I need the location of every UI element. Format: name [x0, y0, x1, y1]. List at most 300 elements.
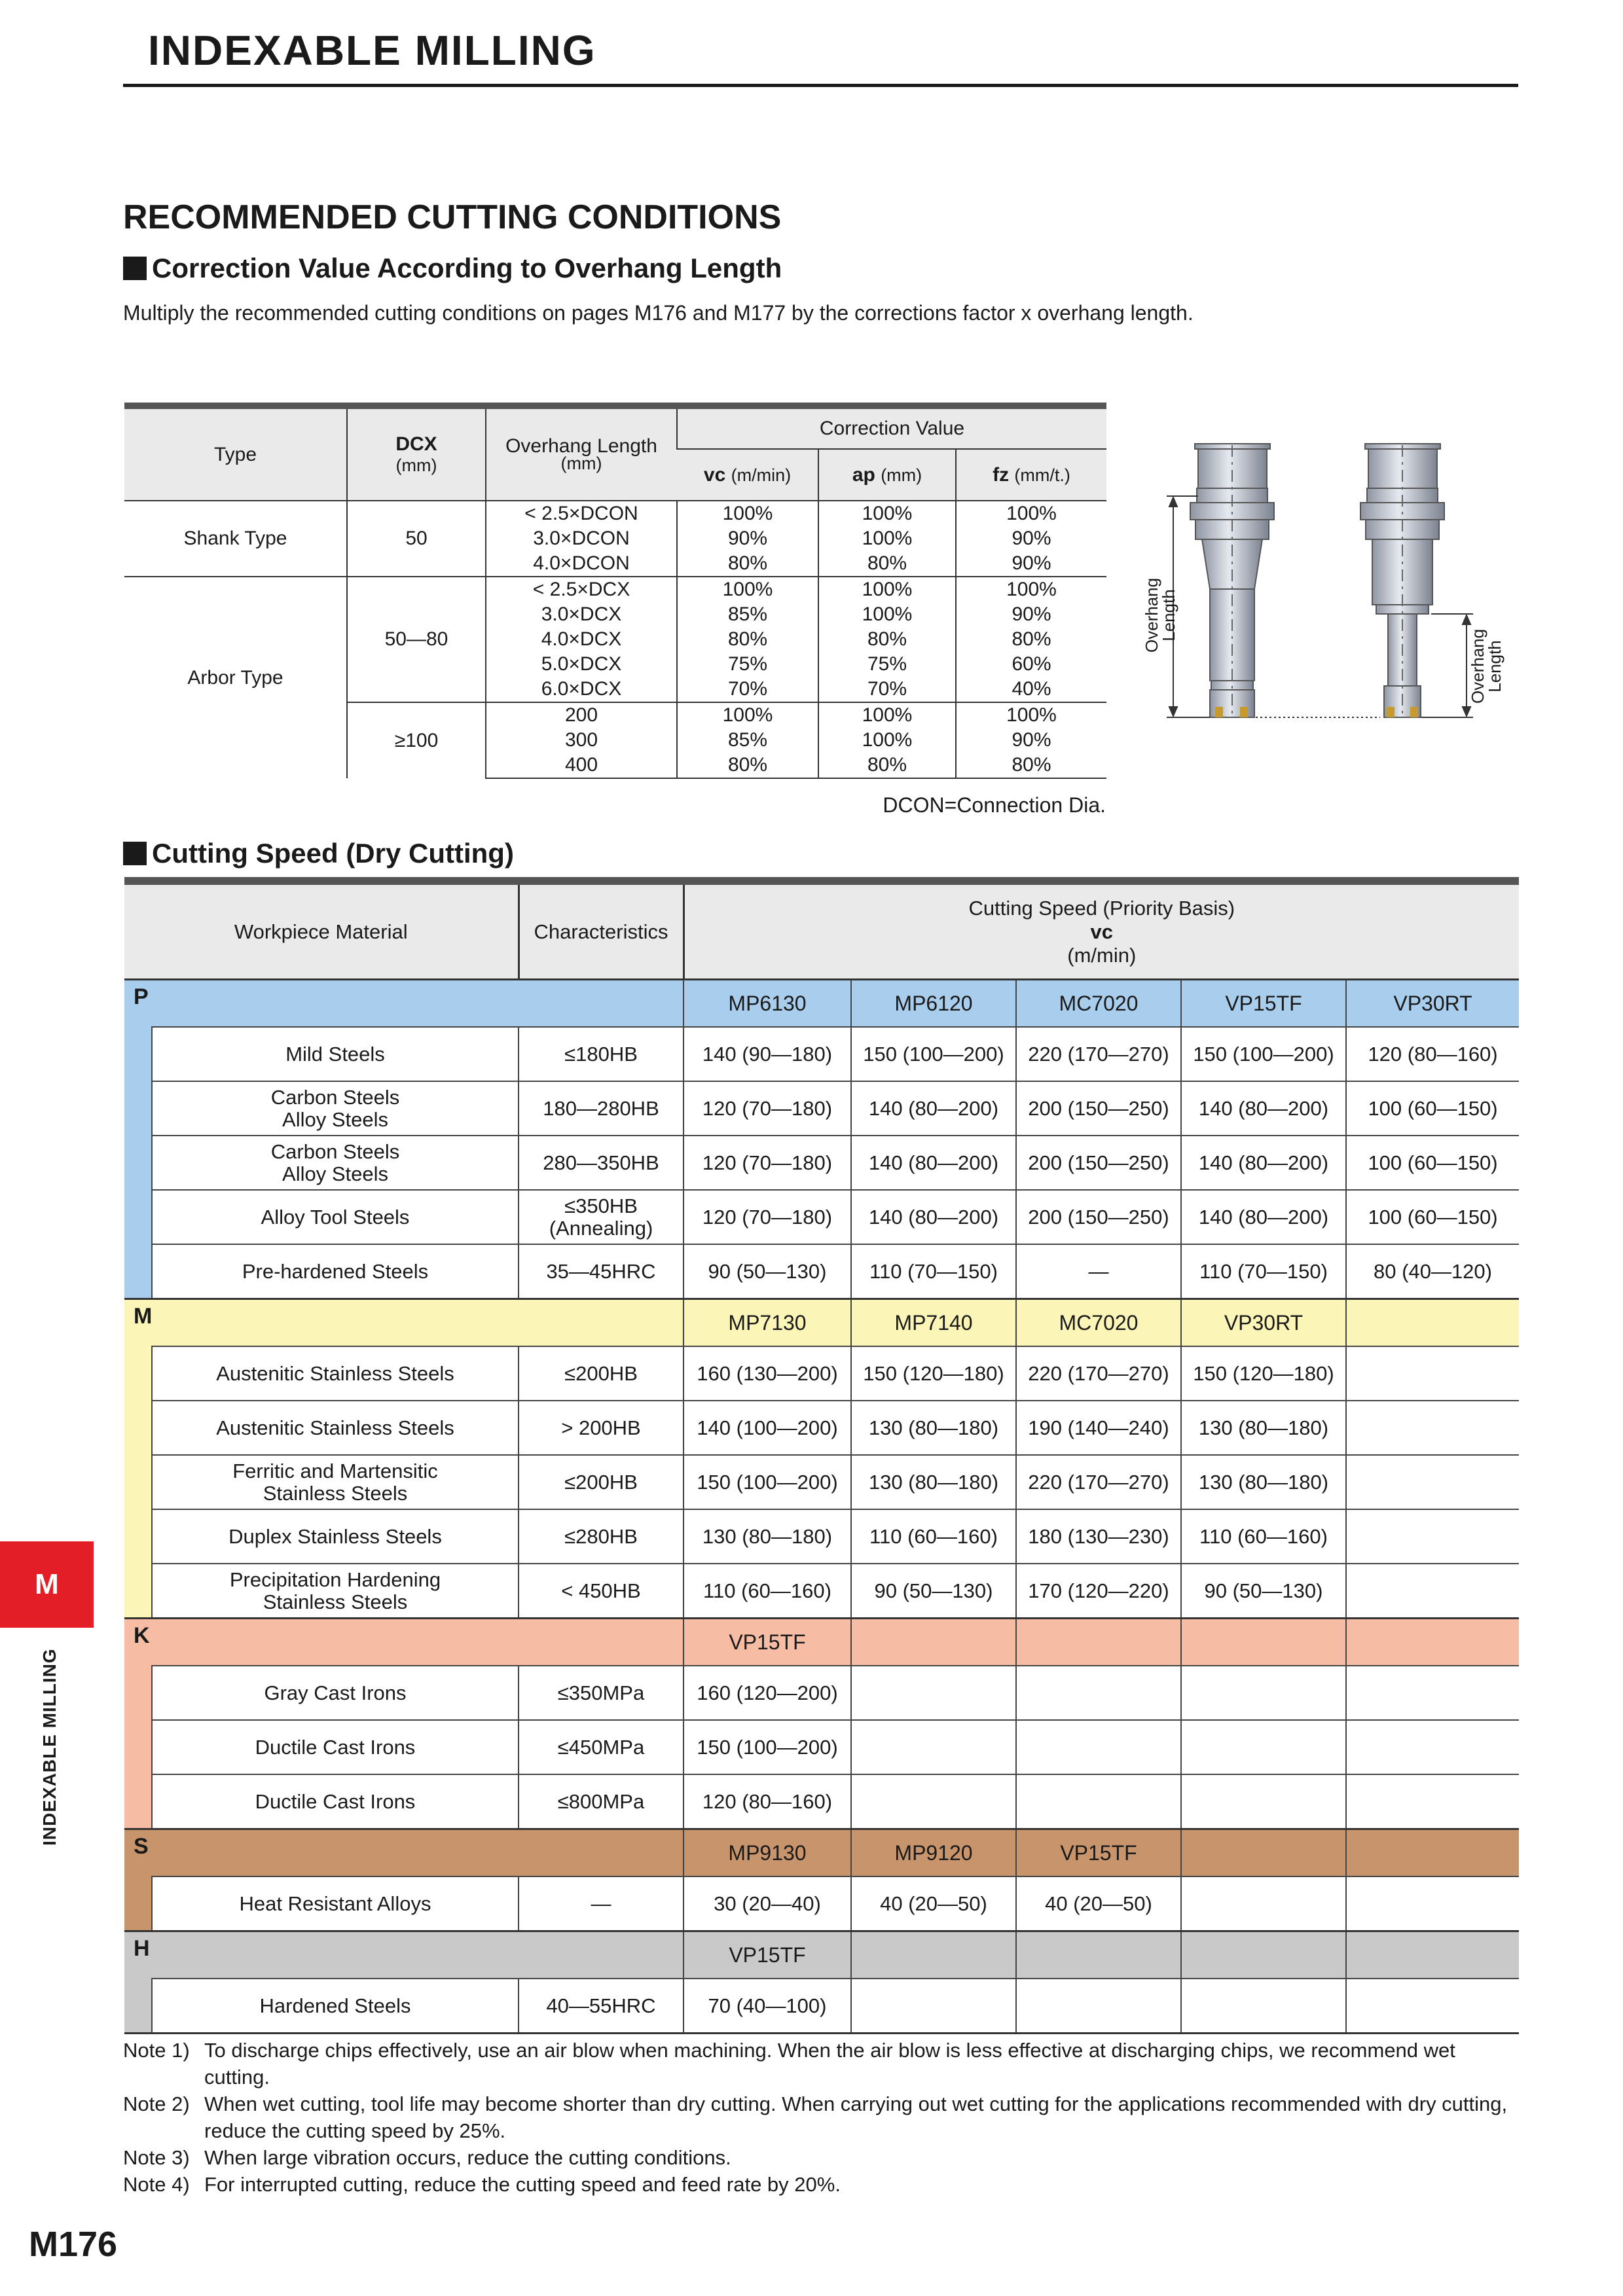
cutting-speed-value: 140 (80—200)	[1181, 1081, 1346, 1136]
cutting-speed-value: 90 (50—130)	[1181, 1564, 1346, 1619]
characteristics-line: > 200HB	[561, 1416, 641, 1439]
cutting-speed-value	[1016, 1979, 1181, 2034]
cutting-speed-value	[851, 1720, 1016, 1774]
header-rule	[123, 84, 1518, 87]
shank-cutter-insert-icon	[1240, 707, 1248, 717]
table-row	[124, 1564, 1519, 1619]
cutting-speed-value: 120 (80—160)	[1346, 1027, 1519, 1081]
note-label: Note 1)	[123, 2039, 190, 2062]
grade-label: MP9130	[684, 1829, 851, 1877]
workpiece-material	[152, 1190, 519, 1244]
cutting-speed-value: 110 (70—150)	[851, 1244, 1016, 1299]
group-header-row	[124, 1829, 1519, 1877]
corr-len: < 2.5×DCX	[486, 577, 677, 602]
cutting-speed-value: 180 (130—230)	[1016, 1509, 1181, 1564]
corr-len: 3.0×DCX	[486, 602, 677, 627]
corr-len: 4.0×DCON	[486, 551, 677, 577]
corr-ap: 100%	[818, 728, 956, 753]
corr-ap: 70%	[818, 677, 956, 702]
cutting-speed-value: 170 (120—220)	[1016, 1564, 1181, 1619]
cutting-speed-value	[1181, 1979, 1346, 2034]
cutting-speed-value	[1346, 1720, 1519, 1774]
corr-ap: 100%	[818, 702, 956, 728]
corr-header-dcx-text: DCX	[395, 433, 437, 455]
grade-label	[1346, 1829, 1519, 1877]
cutting-speed-value	[1181, 1774, 1346, 1829]
group-header-row	[124, 1619, 1519, 1666]
speed-header-cutting-speed	[684, 881, 1519, 980]
corr-vc: 85%	[677, 728, 818, 753]
table-row	[124, 501, 1106, 526]
corr-vc: 100%	[677, 501, 818, 526]
grade-label: MP6120	[851, 980, 1016, 1028]
characteristics	[519, 1136, 684, 1190]
material-line: Gray Cast Irons	[264, 1681, 407, 1704]
cutting-speed-value: 140 (80—200)	[1181, 1190, 1346, 1244]
cutting-speed-value	[1346, 1455, 1519, 1509]
subheading-speed	[123, 838, 514, 869]
grade-label: VP15TF	[684, 1619, 851, 1666]
material-line: Carbon Steels	[270, 1139, 400, 1163]
cutting-speed-value: —	[1016, 1244, 1181, 1299]
note-label: Note 2)	[123, 2092, 190, 2115]
cutting-speed-value	[1346, 1979, 1519, 2034]
corr-fz: 90%	[956, 728, 1106, 753]
characteristics-line: 180—280HB	[543, 1096, 659, 1120]
cutting-speed-value: 150 (100—200)	[684, 1455, 851, 1509]
overhang-label-left: OverhangLength	[1142, 577, 1178, 653]
corr-arbor-dcx2: ≥100	[347, 702, 486, 778]
corr-len: 5.0×DCX	[486, 652, 677, 677]
material-line: Duplex Stainless Steels	[228, 1524, 442, 1548]
material-line: Pre-hardened Steels	[242, 1259, 429, 1283]
corr-fz: 90%	[956, 551, 1106, 577]
note-item	[123, 2144, 1524, 2171]
group-color-strip	[124, 1027, 152, 1299]
corr-header-fz-text: fz	[993, 463, 1010, 486]
cutting-speed-value	[1181, 1720, 1346, 1774]
corr-header-type: Type	[124, 406, 347, 501]
cutting-speed-value: 120 (70—180)	[684, 1136, 851, 1190]
grade-label: VP30RT	[1181, 1299, 1346, 1347]
table-row	[124, 1876, 1519, 1931]
corr-header-overhang	[486, 406, 677, 501]
corr-ap: 100%	[818, 602, 956, 627]
tool-illustration	[1133, 425, 1525, 792]
corr-len: 6.0×DCX	[486, 677, 677, 702]
cutting-speed-value: 150 (100—200)	[684, 1720, 851, 1774]
cutting-speed-value: 140 (80—200)	[851, 1190, 1016, 1244]
subheading-speed-text: Cutting Speed (Dry Cutting)	[152, 838, 514, 869]
characteristics-line: (Annealing)	[549, 1216, 653, 1240]
workpiece-material	[152, 1564, 519, 1619]
cutting-speed-value: 160 (120—200)	[684, 1666, 851, 1720]
cutting-speed-value: 110 (70—150)	[1181, 1244, 1346, 1299]
corr-vc: 100%	[677, 577, 818, 602]
grade-label: MP6130	[684, 980, 851, 1028]
group-code: K	[124, 1619, 684, 1666]
grade-label	[1016, 1619, 1181, 1666]
note-text: For interrupted cutting, reduce the cutting speed and feed rate by 20%.	[204, 2173, 841, 2196]
overhang-dimension-right	[1421, 614, 1473, 717]
characteristics-line: ≤280HB	[564, 1524, 638, 1548]
section-title: RECOMMENDED CUTTING CONDITIONS	[123, 198, 782, 236]
table-row	[124, 1027, 1519, 1081]
corr-shank-label: Shank Type	[124, 501, 347, 577]
group-color-strip	[124, 1346, 152, 1619]
corr-arbor-label: Arbor Type	[124, 577, 347, 778]
grade-label	[1346, 1619, 1519, 1666]
cutting-speed-value: 200 (150—250)	[1016, 1136, 1181, 1190]
header-title: INDEXABLE MILLING	[148, 27, 596, 74]
corr-ap: 100%	[818, 526, 956, 551]
cutting-speed-value: 80 (40—120)	[1346, 1244, 1519, 1299]
cutting-speed-value: 100 (60—150)	[1346, 1136, 1519, 1190]
cutting-speed-value: 70 (40—100)	[684, 1979, 851, 2034]
corr-header-vc	[677, 449, 818, 501]
corr-len: 200	[486, 702, 677, 728]
cutting-speed-value: 130 (80—180)	[851, 1401, 1016, 1455]
note-label: Note 4)	[123, 2173, 190, 2196]
characteristics-line: ≤350MPa	[557, 1681, 645, 1704]
side-tab[interactable]: M	[0, 1541, 94, 1628]
cutting-speed-value: 40 (20—50)	[1016, 1876, 1181, 1931]
cutting-speed-value	[1346, 1509, 1519, 1564]
table-row	[124, 577, 1106, 602]
corr-header-vc-text: vc	[703, 463, 726, 486]
characteristics	[519, 1774, 684, 1829]
material-line: Alloy Steels	[282, 1107, 388, 1131]
grade-label: MP9120	[851, 1829, 1016, 1877]
characteristics	[519, 1081, 684, 1136]
characteristics-line: ≤200HB	[564, 1361, 638, 1385]
cutting-speed-value: 30 (20—40)	[684, 1876, 851, 1931]
workpiece-material	[152, 1666, 519, 1720]
speed-header-line1: Cutting Speed (Priority Basis)	[968, 896, 1235, 920]
intro-text: Multiply the recommended cutting conditions on pages M176 and M177 by the corrections factor x overhang length.	[123, 301, 1194, 325]
characteristics	[519, 1027, 684, 1081]
material-line: Alloy Steels	[282, 1162, 388, 1185]
cutting-speed-value: 220 (170—270)	[1016, 1027, 1181, 1081]
corr-fz: 100%	[956, 702, 1106, 728]
cutting-speed-body	[124, 980, 1519, 2034]
grade-label	[1181, 1931, 1346, 1979]
note-item	[123, 2090, 1524, 2144]
group-color-strip	[124, 1666, 152, 1829]
cutting-speed-value	[1346, 1774, 1519, 1829]
corr-header-ap-text: ap	[852, 463, 875, 486]
characteristics-line: ≤200HB	[564, 1470, 638, 1494]
table-row	[124, 1081, 1519, 1136]
side-label: INDEXABLE MILLING	[39, 1648, 60, 1846]
cutting-speed-table	[124, 877, 1519, 2034]
cutting-speed-value: 100 (60—150)	[1346, 1081, 1519, 1136]
corr-header-ap-unit: (mm)	[881, 465, 922, 485]
group-code: M	[124, 1299, 684, 1347]
characteristics	[519, 1346, 684, 1401]
cutting-speed-value: 220 (170—270)	[1016, 1346, 1181, 1401]
cutting-speed-value: 110 (60—160)	[684, 1564, 851, 1619]
grade-label	[851, 1931, 1016, 1979]
cutting-speed-value: 100 (60—150)	[1346, 1190, 1519, 1244]
workpiece-material	[152, 1979, 519, 2034]
cutting-speed-value: 150 (100—200)	[851, 1027, 1016, 1081]
cutting-speed-value	[1346, 1876, 1519, 1931]
grade-label: VP15TF	[1181, 980, 1346, 1028]
square-bullet-icon	[123, 257, 147, 280]
table-row	[124, 1190, 1519, 1244]
group-code: P	[124, 980, 684, 1028]
material-line: Ductile Cast Irons	[255, 1789, 416, 1813]
material-line: Stainless Steels	[263, 1481, 408, 1505]
corr-vc: 80%	[677, 627, 818, 652]
cutting-speed-value: 200 (150—250)	[1016, 1190, 1181, 1244]
material-line: Austenitic Stainless Steels	[216, 1416, 454, 1439]
corr-vc: 80%	[677, 753, 818, 778]
characteristics-line: ≤800MPa	[557, 1789, 645, 1813]
material-line: Alloy Tool Steels	[261, 1205, 410, 1229]
grade-label: MC7020	[1016, 980, 1181, 1028]
cutting-speed-value: 120 (80—160)	[684, 1774, 851, 1829]
cutting-speed-value: 130 (80—180)	[1181, 1401, 1346, 1455]
material-line: Ductile Cast Irons	[255, 1735, 416, 1759]
corr-ap: 80%	[818, 753, 956, 778]
corr-header-fz-unit: (mm/t.)	[1014, 465, 1070, 485]
cutting-speed-value	[1346, 1346, 1519, 1401]
corr-ap: 100%	[818, 501, 956, 526]
grade-label: VP15TF	[1016, 1829, 1181, 1877]
cutting-speed-value: 130 (80—180)	[1181, 1455, 1346, 1509]
table-row	[124, 1136, 1519, 1190]
cutting-speed-value	[851, 1666, 1016, 1720]
corr-fz: 40%	[956, 677, 1106, 702]
characteristics-line: 40—55HRC	[546, 1994, 656, 2017]
cutting-speed-value: 90 (50—130)	[684, 1244, 851, 1299]
speed-header-material: Workpiece Material	[124, 881, 519, 980]
corr-len: 3.0×DCON	[486, 526, 677, 551]
corr-vc: 100%	[677, 702, 818, 728]
workpiece-material	[152, 1876, 519, 1931]
speed-header-line2: vc	[1090, 920, 1114, 943]
corr-header-correction: Correction Value	[677, 406, 1106, 449]
corr-fz: 100%	[956, 501, 1106, 526]
corr-len: 4.0×DCX	[486, 627, 677, 652]
table-row	[124, 1774, 1519, 1829]
material-line: Precipitation Hardening	[229, 1568, 441, 1591]
table-row	[124, 1244, 1519, 1299]
material-line: Stainless Steels	[263, 1590, 408, 1613]
cutting-speed-value: 110 (60—160)	[1181, 1509, 1346, 1564]
table-row	[124, 1455, 1519, 1509]
workpiece-material	[152, 1081, 519, 1136]
page-number: M176	[29, 2225, 118, 2264]
corr-header-dcx-unit: (mm)	[395, 456, 437, 475]
square-bullet-icon	[123, 842, 147, 865]
note-text: When wet cutting, tool life may become shorter than dry cutting. When carrying out wet cutting for the applications recommended with dry cutting, reduce the cutting speed by 25%.	[204, 2092, 1508, 2142]
cutting-speed-value: 200 (150—250)	[1016, 1081, 1181, 1136]
cutting-speed-value: 120 (70—180)	[684, 1190, 851, 1244]
grade-label: MC7020	[1016, 1299, 1181, 1347]
corr-fz: 80%	[956, 753, 1106, 778]
corr-ap: 80%	[818, 627, 956, 652]
material-line: Mild Steels	[285, 1042, 385, 1066]
cutting-speed-value: 110 (60—160)	[851, 1509, 1016, 1564]
characteristics	[519, 1876, 684, 1931]
workpiece-material	[152, 1346, 519, 1401]
workpiece-material	[152, 1401, 519, 1455]
corr-header-vc-unit: (m/min)	[731, 465, 792, 485]
cutting-speed-value: 190 (140—240)	[1016, 1401, 1181, 1455]
table-row	[124, 1401, 1519, 1455]
corr-ap: 75%	[818, 652, 956, 677]
workpiece-material	[152, 1244, 519, 1299]
characteristics	[519, 1190, 684, 1244]
corr-vc: 70%	[677, 677, 818, 702]
corr-len: 400	[486, 753, 677, 778]
cutting-speed-value: 90 (50—130)	[851, 1564, 1016, 1619]
corr-vc: 75%	[677, 652, 818, 677]
corr-fz: 90%	[956, 602, 1106, 627]
cutting-speed-value: 150 (120—180)	[851, 1346, 1016, 1401]
arbor-cutter-insert-icon	[1410, 707, 1418, 717]
grade-label	[1016, 1931, 1181, 1979]
characteristics-line: 280—350HB	[543, 1151, 659, 1174]
corr-vc: 90%	[677, 526, 818, 551]
table-row	[124, 1666, 1519, 1720]
corr-header-overhang-unit: (mm)	[560, 454, 602, 473]
characteristics-line: —	[591, 1892, 611, 1915]
cutting-speed-value	[1346, 1666, 1519, 1720]
grade-label	[1181, 1829, 1346, 1877]
cutting-speed-value: 130 (80—180)	[684, 1509, 851, 1564]
table-row	[124, 1346, 1519, 1401]
material-line: Carbon Steels	[270, 1085, 400, 1109]
corr-arbor-dcx1: 50—80	[347, 577, 486, 702]
note-item	[123, 2037, 1524, 2090]
workpiece-material	[152, 1509, 519, 1564]
material-line: Austenitic Stainless Steels	[216, 1361, 454, 1385]
corr-header-overhang-text: Overhang Length	[505, 435, 657, 457]
cutting-speed-value: 150 (120—180)	[1181, 1346, 1346, 1401]
cutting-speed-value	[1016, 1774, 1181, 1829]
corr-header-ap	[818, 449, 956, 501]
material-line: Hardened Steels	[259, 1994, 411, 2017]
characteristics-line: 35—45HRC	[546, 1259, 656, 1283]
group-header-row	[124, 1931, 1519, 1979]
table-row	[124, 1979, 1519, 2034]
characteristics	[519, 1720, 684, 1774]
group-header-row	[124, 1299, 1519, 1347]
dcon-footnote: DCON=Connection Dia.	[883, 793, 1106, 817]
cutting-speed-value: 130 (80—180)	[851, 1455, 1016, 1509]
corr-fz: 80%	[956, 627, 1106, 652]
cutting-speed-value: 40 (20—50)	[851, 1876, 1016, 1931]
note-text: To discharge chips effectively, use an air blow when machining. When the air blow is less effective at discharging chips, we recommend wet cutting.	[204, 2039, 1455, 2089]
group-color-strip	[124, 1979, 152, 2034]
overhang-label-right: OverhangLength	[1468, 628, 1504, 704]
characteristics-line: < 450HB	[561, 1579, 641, 1602]
corr-fz: 60%	[956, 652, 1106, 677]
note-item	[123, 2171, 1524, 2198]
group-code: S	[124, 1829, 684, 1877]
workpiece-material	[152, 1027, 519, 1081]
characteristics-line: ≤350HB	[564, 1194, 638, 1217]
cutting-speed-value: 160 (130—200)	[684, 1346, 851, 1401]
cutting-speed-value	[851, 1979, 1016, 2034]
grade-label	[851, 1619, 1016, 1666]
notes	[123, 2037, 1524, 2198]
corr-header-dcx	[347, 406, 486, 501]
corr-len: 300	[486, 728, 677, 753]
cutting-speed-value	[1346, 1401, 1519, 1455]
characteristics	[519, 1666, 684, 1720]
note-text: When large vibration occurs, reduce the cutting conditions.	[204, 2146, 731, 2169]
note-label: Note 3)	[123, 2146, 190, 2169]
characteristics	[519, 1509, 684, 1564]
grade-label: VP30RT	[1346, 980, 1519, 1028]
table-row	[124, 1509, 1519, 1564]
cutting-speed-value	[1346, 1564, 1519, 1619]
grade-label: MP7140	[851, 1299, 1016, 1347]
corr-len: < 2.5×DCON	[486, 501, 677, 526]
characteristics-line: ≤180HB	[564, 1042, 638, 1066]
material-line: Heat Resistant Alloys	[239, 1892, 431, 1915]
cutting-speed-value	[1181, 1666, 1346, 1720]
grade-label	[1181, 1619, 1346, 1666]
cutting-speed-value: 140 (80—200)	[851, 1081, 1016, 1136]
characteristics	[519, 1564, 684, 1619]
correction-table	[124, 403, 1106, 779]
cutting-speed-value	[1181, 1876, 1346, 1931]
group-color-strip	[124, 1876, 152, 1931]
material-line: Ferritic and Martensitic	[232, 1459, 438, 1482]
corr-vc: 85%	[677, 602, 818, 627]
cutting-speed-value: 140 (80—200)	[851, 1136, 1016, 1190]
grade-label: MP7130	[684, 1299, 851, 1347]
arbor-cutter-insert-icon	[1387, 707, 1395, 717]
corr-fz: 90%	[956, 526, 1106, 551]
workpiece-material	[152, 1774, 519, 1829]
grade-label	[1346, 1299, 1519, 1347]
cutting-speed-value	[1016, 1720, 1181, 1774]
corr-header-fz	[956, 449, 1106, 501]
characteristics	[519, 1979, 684, 2034]
corr-ap: 100%	[818, 577, 956, 602]
grade-label: VP15TF	[684, 1931, 851, 1979]
grade-label	[1346, 1931, 1519, 1979]
group-header-row	[124, 980, 1519, 1028]
cutting-speed-value: 220 (170—270)	[1016, 1455, 1181, 1509]
cutting-speed-value	[1016, 1666, 1181, 1720]
corr-shank-dcx: 50	[347, 501, 486, 577]
characteristics	[519, 1455, 684, 1509]
table-row	[124, 1720, 1519, 1774]
cutting-speed-value: 140 (100—200)	[684, 1401, 851, 1455]
cutting-speed-value	[851, 1774, 1016, 1829]
subheading-correction-text: Correction Value According to Overhang Length	[152, 253, 782, 283]
corr-fz: 100%	[956, 577, 1106, 602]
cutting-speed-value: 140 (90—180)	[684, 1027, 851, 1081]
speed-header-characteristics: Characteristics	[519, 881, 684, 980]
subheading-correction	[123, 253, 782, 284]
group-code: H	[124, 1931, 684, 1979]
shank-cutter-insert-icon	[1215, 707, 1223, 717]
cutting-speed-value: 140 (80—200)	[1181, 1136, 1346, 1190]
workpiece-material	[152, 1136, 519, 1190]
characteristics	[519, 1401, 684, 1455]
cutting-speed-value: 120 (70—180)	[684, 1081, 851, 1136]
characteristics	[519, 1244, 684, 1299]
